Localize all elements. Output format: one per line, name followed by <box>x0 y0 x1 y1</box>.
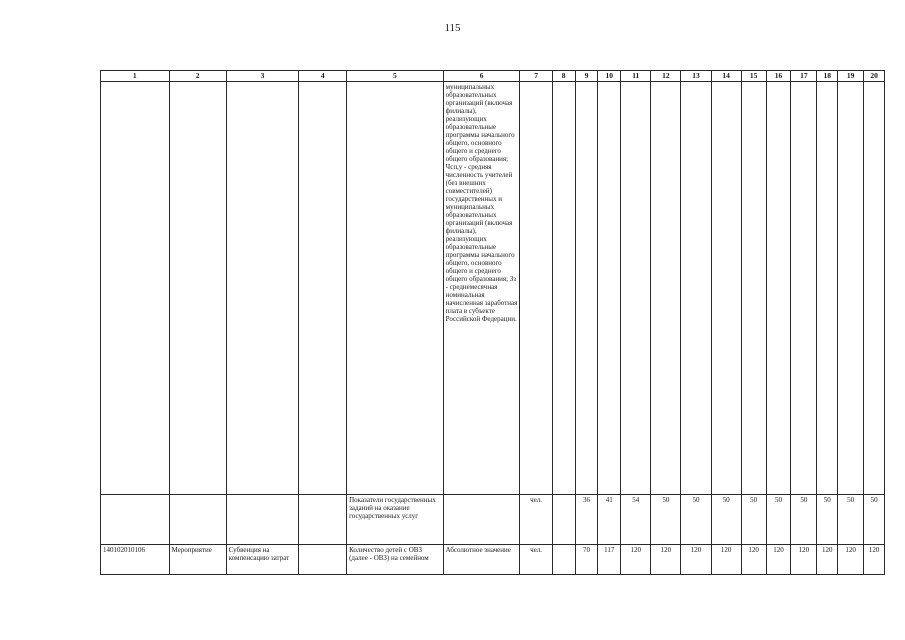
column-header: 6 <box>443 71 520 82</box>
header-row <box>101 71 885 82</box>
value-cell: 50 <box>681 495 711 545</box>
column-header: 9 <box>575 71 598 82</box>
value-cell: 120 <box>681 545 711 575</box>
value-cell: 36 <box>575 495 598 545</box>
column-header: 10 <box>598 71 621 82</box>
column-header: 18 <box>817 71 838 82</box>
unit-cell: чел. <box>520 495 552 545</box>
value-cell: 117 <box>598 545 621 575</box>
column-header: 5 <box>347 71 444 82</box>
column-header: 16 <box>766 71 791 82</box>
value-cell: 50 <box>864 495 885 545</box>
value-cell: 50 <box>791 495 817 545</box>
value-cell: 54 <box>621 495 651 545</box>
value-cell: 120 <box>838 545 864 575</box>
column-header: 14 <box>711 71 741 82</box>
column-header: 3 <box>226 71 299 82</box>
column-header: 15 <box>741 71 766 82</box>
value-cell: 50 <box>711 495 741 545</box>
unit-cell: чел. <box>520 545 552 575</box>
value-cell: 120 <box>711 545 741 575</box>
value-cell: 70 <box>575 545 598 575</box>
value-cell: 50 <box>838 495 864 545</box>
value-cell: 120 <box>766 545 791 575</box>
value-cell: 120 <box>864 545 885 575</box>
code-cell: 140102010106 <box>101 545 170 575</box>
column-header: 12 <box>651 71 681 82</box>
value-cell: 120 <box>741 545 766 575</box>
type-cell: Мероприятие <box>169 545 226 575</box>
value-cell: 41 <box>598 495 621 545</box>
indicator-cell: Количество детей с ОВЗ (далее - ОВЗ) на семейном <box>347 545 444 575</box>
value-cell: 50 <box>741 495 766 545</box>
indicator-title: Показатели государственных заданий на оказание государственных услуг <box>347 495 444 545</box>
value-cell: 120 <box>651 545 681 575</box>
column-header: 2 <box>169 71 226 82</box>
measure-cell: Абсолютное значение <box>443 545 520 575</box>
table-row <box>101 545 885 575</box>
table-row <box>101 82 885 495</box>
value-cell: 120 <box>791 545 817 575</box>
column-header: 13 <box>681 71 711 82</box>
column-header: 4 <box>299 71 347 82</box>
formula-text: муниципальных образовательных организаций (включая филиалы), реализующих образовательные программы начального общего, основного общего и среднего общего образования; Чсп,у - средняя численность учителей (без внешних совместителей) государственных и муниципальных образовательных организаций (включая филиалы), реализующих образовательные программы начального общего, основного общего и среднего общего образования; Зз - среднемесячная номинальная начисленная заработная плата в субъекте Российской Федерации. <box>443 82 520 495</box>
value-cell: 50 <box>817 495 838 545</box>
column-header: 7 <box>520 71 552 82</box>
column-header: 8 <box>552 71 575 82</box>
value-cell: 120 <box>817 545 838 575</box>
column-header: 20 <box>864 71 885 82</box>
table-row <box>101 495 885 545</box>
data-table <box>100 70 885 575</box>
value-cell: 120 <box>621 545 651 575</box>
column-header: 1 <box>101 71 170 82</box>
value-cell: 50 <box>651 495 681 545</box>
page-number: 115 <box>444 22 461 34</box>
name-cell: Субвенция на компенсацию затрат <box>226 545 299 575</box>
column-header: 19 <box>838 71 864 82</box>
value-cell: 50 <box>766 495 791 545</box>
column-header: 17 <box>791 71 817 82</box>
column-header: 11 <box>621 71 651 82</box>
